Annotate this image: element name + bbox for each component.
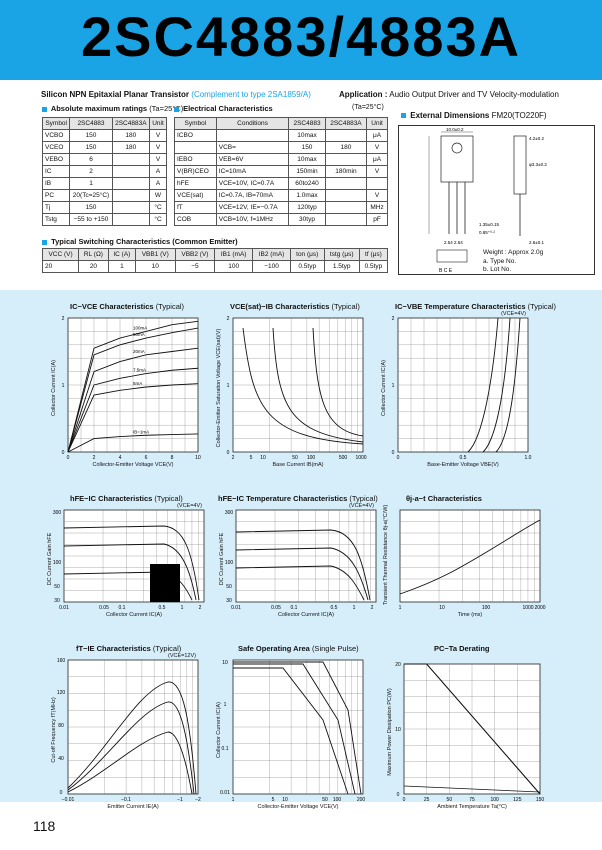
chart6-ylabel: Transient Thermal Resistance θj-a(°C/W) bbox=[383, 504, 389, 605]
elec-header: 2SC4883 bbox=[289, 118, 325, 130]
sw-header: VBB2 (V) bbox=[175, 249, 215, 261]
chart8-ytick: 0.1 bbox=[221, 746, 229, 752]
elec-cell bbox=[175, 142, 217, 154]
abs-cell: IC bbox=[43, 166, 70, 178]
abs-row bbox=[43, 142, 167, 154]
elec-condition: (Ta=25°C) bbox=[352, 104, 384, 111]
chart4-black-block bbox=[150, 564, 180, 602]
chart3-cond: (VCE=4V) bbox=[501, 311, 526, 317]
elec-row bbox=[175, 178, 388, 190]
elec-cell: 120typ bbox=[289, 202, 325, 214]
elec-cell: MHz bbox=[367, 202, 388, 214]
chart1-xtick: 4 bbox=[118, 455, 122, 461]
abs-header: 2SC4883A bbox=[112, 118, 149, 130]
switching-heading: Typical Switching Characteristics (Common Emitter) bbox=[42, 237, 238, 246]
elec-cell: COB bbox=[175, 214, 217, 226]
chart2-xtick: 50 bbox=[292, 455, 298, 461]
sw-row bbox=[43, 261, 388, 273]
elec-row bbox=[175, 154, 388, 166]
chart6-xtick: 10 bbox=[439, 605, 445, 611]
chart7-xtick: −0.1 bbox=[121, 797, 131, 803]
chart5-ytick: 50 bbox=[226, 584, 232, 590]
abs-row bbox=[43, 178, 167, 190]
chart8-svg bbox=[220, 660, 366, 803]
chart8 bbox=[216, 660, 366, 810]
chart5-ytick: 300 bbox=[224, 510, 234, 516]
elec-header: Unit bbox=[367, 118, 388, 130]
elec-cell: μA bbox=[367, 130, 388, 142]
chart1 bbox=[51, 316, 201, 468]
chart7-ylabel: Cut-off Frequency fT(MHz) bbox=[51, 697, 57, 763]
elec-cell bbox=[325, 202, 366, 214]
abs-header: 2SC4883 bbox=[70, 118, 112, 130]
elec-cell bbox=[325, 178, 366, 190]
abs-row bbox=[43, 130, 167, 142]
chart8-xtick: 200 bbox=[356, 797, 366, 803]
sw-cell: 100 bbox=[215, 261, 253, 273]
chart9-xtick: 25 bbox=[423, 797, 430, 803]
chart4-ytick: 300 bbox=[52, 510, 62, 516]
chart1-series-label: 100mA bbox=[133, 325, 148, 331]
sw-cell: 0.5typ bbox=[290, 261, 324, 273]
sw-cell: 10 bbox=[135, 261, 175, 273]
abs-cell: °C bbox=[150, 202, 167, 214]
weight: Weight : Approx 2.0g bbox=[483, 249, 544, 256]
page-number: 118 bbox=[33, 818, 56, 834]
chart7-xlabel: Emitter Current IE(A) bbox=[107, 804, 159, 810]
elec-cell: IC=0.7A, IB=70mA bbox=[216, 190, 289, 202]
sw-cell: 1.5typ bbox=[324, 261, 359, 273]
abs-cell: Tstg bbox=[43, 214, 70, 226]
elec-cell: 180 bbox=[325, 142, 366, 154]
chart5-ytick: 100 bbox=[224, 560, 234, 566]
elec-cell: VCB=10V, f=1MHz bbox=[216, 214, 289, 226]
abs-cell: V bbox=[150, 142, 167, 154]
chart2-xlabel: Base Current IB(mA) bbox=[272, 462, 324, 468]
chart1-xlabel: Collector-Emitter Voltage VCE(V) bbox=[92, 462, 174, 468]
chart9-ytick: 10 bbox=[395, 727, 401, 733]
sw-cell: −100 bbox=[253, 261, 291, 273]
chart1-series-label: 20mA bbox=[133, 348, 145, 354]
chart1-xtick: 8 bbox=[170, 455, 174, 461]
chart8-xtick: 1 bbox=[231, 797, 235, 803]
chart2-ytick: 2 bbox=[226, 316, 230, 322]
chart3-ytick: 2 bbox=[391, 316, 395, 322]
chart4-xtick: 0.01 bbox=[59, 605, 69, 611]
abs-cell bbox=[112, 214, 149, 226]
sw-cell: 0.5typ bbox=[359, 261, 387, 273]
subtitle-line bbox=[41, 90, 311, 99]
chart5-xlabel: Collector Current IC(A) bbox=[278, 612, 334, 618]
abs-cell: A bbox=[150, 166, 167, 178]
chart9-xtick: 150 bbox=[535, 797, 545, 803]
abs-max-table bbox=[42, 117, 167, 226]
chart1-series-label: 5mA bbox=[133, 381, 143, 387]
chart3-xtick: 0 bbox=[396, 455, 400, 461]
abs-cell: VEBO bbox=[43, 154, 70, 166]
chart9-xtick: 0 bbox=[402, 797, 406, 803]
elec-cell: 30typ bbox=[289, 214, 325, 226]
chart5-cond: (VCE=4V) bbox=[349, 503, 374, 509]
abs-cell: PC bbox=[43, 190, 70, 202]
chart5-title: hFE−IC Temperature Characteristics (Typical) bbox=[218, 494, 378, 503]
chart7-title: fT−IE Characteristics (Typical) bbox=[76, 644, 182, 653]
title-banner bbox=[0, 0, 602, 80]
chart5-xtick: 1 bbox=[352, 605, 356, 611]
chart8-ytick: 1 bbox=[223, 702, 227, 708]
external-dimensions-box bbox=[398, 125, 595, 275]
elec-cell: fT bbox=[175, 202, 217, 214]
chart5-xtick: 0.05 bbox=[271, 605, 281, 611]
chart9-xtick: 50 bbox=[446, 797, 453, 803]
chart6-xtick: 100 bbox=[481, 605, 491, 611]
page-title: 2SC4883/4883A bbox=[80, 5, 522, 68]
abs-header: Symbol bbox=[43, 118, 70, 130]
chart5-ytick: 30 bbox=[226, 598, 232, 604]
chart7-ytick: 160 bbox=[56, 658, 66, 664]
application-line bbox=[339, 90, 559, 99]
elec-cell bbox=[325, 190, 366, 202]
abs-header: Unit bbox=[150, 118, 167, 130]
chart2-ylabel: Collector-Emitter Saturation Voltage VCE(sat)(V) bbox=[216, 328, 222, 448]
chart1-xtick: 2 bbox=[92, 455, 96, 461]
svg-text:φ3.3±0.2: φ3.3±0.2 bbox=[529, 162, 547, 167]
chart4 bbox=[47, 503, 204, 618]
chart3-xtick: 0.5 bbox=[459, 455, 467, 461]
abs-cell bbox=[112, 166, 149, 178]
elec-header: Symbol bbox=[175, 118, 217, 130]
elec-header: Conditions bbox=[216, 118, 289, 130]
chart4-xlabel: Collector Current IC(A) bbox=[106, 612, 162, 618]
subtitle: Silicon NPN Epitaxial Planar Transistor bbox=[41, 90, 190, 99]
chart7-ytick: 80 bbox=[58, 723, 64, 729]
pin-labels: B C E bbox=[439, 268, 453, 274]
abs-cell: V bbox=[150, 130, 167, 142]
chart1-xtick: 10 bbox=[195, 455, 201, 461]
chart8-ytick: 0.01 bbox=[220, 790, 230, 796]
elec-cell: 150 bbox=[289, 142, 325, 154]
elec-cell bbox=[325, 214, 366, 226]
chart4-svg bbox=[52, 510, 204, 611]
abs-cell bbox=[112, 154, 149, 166]
elec-cell: 60to240 bbox=[289, 178, 325, 190]
sw-header: VBB1 (V) bbox=[135, 249, 175, 261]
chart3-xtick: 1.0 bbox=[524, 455, 532, 461]
chart8-xtick: 100 bbox=[332, 797, 342, 803]
sw-cell: 20 bbox=[43, 261, 79, 273]
chart8-title: Safe Operating Area (Single Pulse) bbox=[238, 644, 359, 653]
abs-cell bbox=[112, 178, 149, 190]
elec-row bbox=[175, 214, 388, 226]
svg-text:10.0±0.2: 10.0±0.2 bbox=[446, 127, 464, 132]
elec-cell: V bbox=[367, 166, 388, 178]
elec-cell: ICBO bbox=[175, 130, 217, 142]
chart2-svg bbox=[226, 316, 367, 461]
elec-cell bbox=[325, 154, 366, 166]
svg-text:2.54 2.54: 2.54 2.54 bbox=[444, 240, 463, 245]
application-label: Application : bbox=[339, 90, 388, 99]
elec-header: 2SC4883A bbox=[325, 118, 366, 130]
chart7-cond: (VCE=12V) bbox=[168, 653, 196, 659]
chart2-xtick: 2 bbox=[231, 455, 235, 461]
chart1-ylabel: Collector Current IC(A) bbox=[51, 360, 57, 416]
chart7-xtick: −1 bbox=[177, 797, 183, 803]
svg-text:0.85⁺⁰·²: 0.85⁺⁰·² bbox=[479, 230, 495, 235]
chart5-xtick: 0.5 bbox=[330, 605, 338, 611]
elec-row bbox=[175, 166, 388, 178]
sw-header: ton (μs) bbox=[290, 249, 324, 261]
chart7-xtick: −2 bbox=[195, 797, 201, 803]
elec-cell bbox=[216, 130, 289, 142]
sw-header: IB1 (mA) bbox=[215, 249, 253, 261]
elec-cell: hFE bbox=[175, 178, 217, 190]
chart9-ytick: 20 bbox=[395, 662, 401, 668]
elec-cell: V(BR)CEO bbox=[175, 166, 217, 178]
abs-cell: 1 bbox=[70, 178, 112, 190]
abs-cell: 180 bbox=[112, 130, 149, 142]
elec-cell: VCE=10V, IC=0.7A bbox=[216, 178, 289, 190]
elec-cell: IEBO bbox=[175, 154, 217, 166]
chart3-svg bbox=[391, 316, 532, 461]
chart5-ylabel: DC Current Gain hFE bbox=[219, 532, 225, 586]
elec-cell: VCE(sat) bbox=[175, 190, 217, 202]
chart9-svg bbox=[395, 662, 545, 803]
chart6-xlabel: Time (ms) bbox=[457, 612, 483, 618]
chart9-xtick: 125 bbox=[513, 797, 522, 803]
chart3-title: IC−VBE Temperature Characteristics (Typical) bbox=[395, 302, 556, 311]
chart5-xtick: 0.01 bbox=[231, 605, 241, 611]
sw-header: RL (Ω) bbox=[79, 249, 109, 261]
sw-header: IC (A) bbox=[108, 249, 135, 261]
elec-cell: IC=10mA bbox=[216, 166, 289, 178]
chart1-series-label: 60mA bbox=[133, 332, 145, 338]
abs-cell bbox=[112, 202, 149, 214]
chart4-ytick: 30 bbox=[54, 598, 60, 604]
abs-cell: °C bbox=[150, 214, 167, 226]
abs-cell: 180 bbox=[112, 142, 149, 154]
chart9-xtick: 100 bbox=[490, 797, 499, 803]
sw-cell: −5 bbox=[175, 261, 215, 273]
application-text: Audio Output Driver and TV Velocity-modulation bbox=[389, 90, 559, 99]
sw-cell: 20 bbox=[79, 261, 109, 273]
chart5-xtick: 0.1 bbox=[290, 605, 298, 611]
elec-cell: pF bbox=[367, 214, 388, 226]
chart4-xtick: 0.5 bbox=[158, 605, 166, 611]
elec-cell: VEB=6V bbox=[216, 154, 289, 166]
chart6-xtick: 1000 bbox=[522, 605, 534, 611]
elec-cell: μA bbox=[367, 154, 388, 166]
abs-cell: IB bbox=[43, 178, 70, 190]
chart8-ytick: 10 bbox=[222, 660, 228, 666]
chart4-cond: (VCE=4V) bbox=[177, 503, 202, 509]
chart2-title: VCE(sat)−IB Characteristics (Typical) bbox=[230, 302, 360, 311]
elec-cell: 1.0max bbox=[289, 190, 325, 202]
abs-row bbox=[43, 154, 167, 166]
chart2-xtick: 100 bbox=[306, 455, 316, 461]
elec-table bbox=[174, 117, 388, 226]
chart9-ytick: 0 bbox=[396, 792, 400, 798]
chart8-xtick: 50 bbox=[322, 797, 328, 803]
chart4-xtick: 2 bbox=[198, 605, 202, 611]
chart1-series-label: 7.5mA bbox=[133, 367, 147, 373]
chart5-svg bbox=[224, 510, 376, 611]
elec-row bbox=[175, 142, 388, 154]
sw-header: tf (μs) bbox=[359, 249, 387, 261]
chart3-ytick: 0 bbox=[391, 450, 395, 456]
chart6-title: θj-a−t Characteristics bbox=[406, 494, 482, 503]
chart7-svg bbox=[56, 658, 201, 803]
sw-header: VCC (V) bbox=[43, 249, 79, 261]
chart6-xtick: 1 bbox=[398, 605, 402, 611]
abs-cell: Tj bbox=[43, 202, 70, 214]
chart1-xtick: 0 bbox=[66, 455, 70, 461]
chart9 bbox=[387, 662, 545, 810]
abs-cell: VCEO bbox=[43, 142, 70, 154]
chart1-ytick: 2 bbox=[61, 316, 65, 322]
elec-cell: 180min bbox=[325, 166, 366, 178]
elec-cell bbox=[325, 130, 366, 142]
chart1-ytick: 0 bbox=[61, 450, 65, 456]
abs-cell: VCBO bbox=[43, 130, 70, 142]
chart4-ylabel: DC Current Gain hFE bbox=[47, 532, 53, 586]
chart4-ytick: 100 bbox=[52, 560, 62, 566]
chart9-xlabel: Ambient Temperature Ta(°C) bbox=[437, 804, 507, 810]
chart9-title: PC−Ta Derating bbox=[434, 644, 490, 653]
chart4-xtick: 1 bbox=[180, 605, 184, 611]
abs-cell: 150 bbox=[70, 202, 112, 214]
chart1-ytick: 1 bbox=[61, 383, 65, 389]
chart4-ytick: 50 bbox=[54, 584, 60, 590]
chart7-ytick: 120 bbox=[56, 690, 66, 696]
note-a: a. Type No. bbox=[483, 258, 517, 265]
abs-cell: A bbox=[150, 178, 167, 190]
abs-row bbox=[43, 214, 167, 226]
elec-heading: Electrical Characteristics bbox=[174, 104, 273, 113]
chart2-xtick: 10 bbox=[260, 455, 266, 461]
elec-row bbox=[175, 202, 388, 214]
chart7 bbox=[51, 653, 201, 810]
chart8-xtick: 10 bbox=[282, 797, 288, 803]
chart1-series-label: IB=1mA bbox=[133, 429, 150, 435]
chart2-ytick: 1 bbox=[226, 383, 230, 389]
svg-text:2.6±0.1: 2.6±0.1 bbox=[529, 240, 544, 245]
elec-row bbox=[175, 130, 388, 142]
switching-table bbox=[42, 248, 388, 273]
note-b: b. Lot No. bbox=[483, 266, 512, 273]
abs-cell: 150 bbox=[70, 142, 112, 154]
abs-cell: 6 bbox=[70, 154, 112, 166]
abs-cell: 20(Tc=25°C) bbox=[70, 190, 112, 202]
svg-text:4.2±0.2: 4.2±0.2 bbox=[529, 136, 544, 141]
chart2-xtick: 500 bbox=[338, 455, 348, 461]
chart6-xtick: 2000 bbox=[534, 605, 546, 611]
chart7-xtick: −0.01 bbox=[61, 797, 75, 803]
abs-row bbox=[43, 166, 167, 178]
chart3-ytick: 1 bbox=[391, 383, 395, 389]
chart2-ytick: 0 bbox=[226, 450, 230, 456]
chart1-xtick: 6 bbox=[144, 455, 148, 461]
elec-cell: 10max bbox=[289, 130, 325, 142]
chart1-svg bbox=[61, 316, 201, 461]
chart3 bbox=[381, 311, 532, 468]
abs-cell: W bbox=[150, 190, 167, 202]
chart2-xtick: 5 bbox=[249, 455, 253, 461]
abs-cell: 2 bbox=[70, 166, 112, 178]
chart2 bbox=[216, 316, 367, 468]
elec-cell: 10max bbox=[289, 154, 325, 166]
chart1-title: IC−VCE Characteristics (Typical) bbox=[70, 302, 185, 311]
chart6 bbox=[383, 504, 546, 618]
abs-row bbox=[43, 202, 167, 214]
abs-cell: V bbox=[150, 154, 167, 166]
chart8-ylabel: Collector Current IC(A) bbox=[216, 702, 222, 758]
elec-cell: VCB= bbox=[216, 142, 289, 154]
chart7-ytick: 40 bbox=[58, 756, 64, 762]
chart3-xlabel: Base-Emitter Voltage VBE(V) bbox=[427, 462, 499, 468]
abs-cell: 150 bbox=[70, 130, 112, 142]
chart6-svg bbox=[398, 510, 546, 611]
abs-cell: −55 to +150 bbox=[70, 214, 112, 226]
elec-cell: VCE=12V, IE=−0.7A bbox=[216, 202, 289, 214]
sw-header: IB2 (mA) bbox=[253, 249, 291, 261]
chart4-xtick: 0.1 bbox=[118, 605, 126, 611]
chart4-xtick: 0.05 bbox=[99, 605, 109, 611]
chart9-ylabel: Maximum Power Dissipation PC(W) bbox=[387, 688, 393, 776]
svg-text:1.35±0.15: 1.35±0.15 bbox=[479, 222, 499, 227]
chart5 bbox=[219, 503, 376, 618]
elec-row bbox=[175, 190, 388, 202]
abs-cell bbox=[112, 190, 149, 202]
chart3-ylabel: Collector Current IC(A) bbox=[381, 360, 387, 416]
chart7-ytick: 0 bbox=[59, 790, 63, 796]
elec-cell: V bbox=[367, 142, 388, 154]
chart9-xtick: 75 bbox=[469, 797, 475, 803]
elec-cell: 150min bbox=[289, 166, 325, 178]
sw-cell: 1 bbox=[108, 261, 135, 273]
ext-heading: External Dimensions FM20(TO220F) bbox=[401, 111, 547, 120]
chart2-xtick: 1000 bbox=[355, 455, 367, 461]
abs-row bbox=[43, 190, 167, 202]
elec-cell: V bbox=[367, 190, 388, 202]
chart8-xlabel: Collector-Emitter Voltage VCE(V) bbox=[257, 804, 339, 810]
complement: (Complement to type 2SA1859/A) bbox=[191, 90, 311, 99]
chart5-xtick: 2 bbox=[370, 605, 374, 611]
elec-cell bbox=[367, 178, 388, 190]
sw-header: tstg (μs) bbox=[324, 249, 359, 261]
chart8-xtick: 5 bbox=[271, 797, 275, 803]
abs-max-heading: Absolute maximum ratings (Ta=25°C) bbox=[42, 104, 183, 113]
chart4-title: hFE−IC Characteristics (Typical) bbox=[70, 494, 183, 503]
